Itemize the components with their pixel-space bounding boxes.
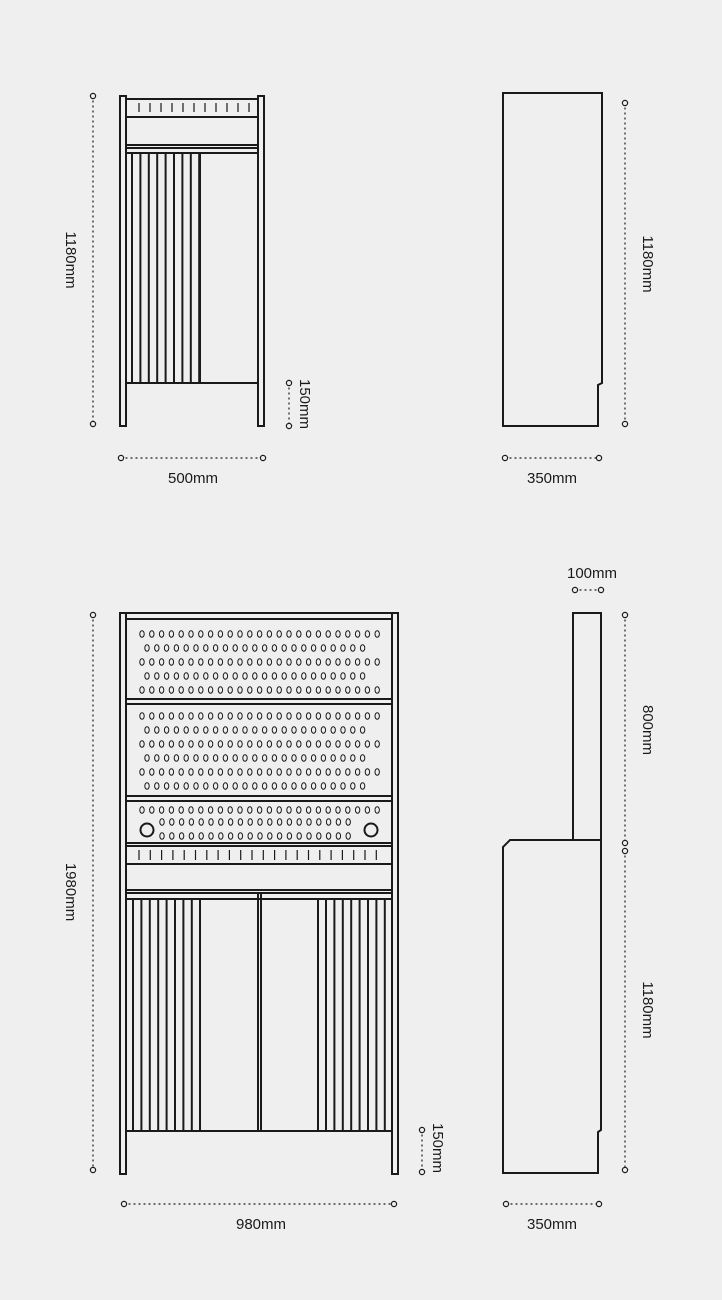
top-shelf-slats (139, 103, 249, 112)
left-side-post (120, 613, 126, 1174)
right-side-post (392, 613, 398, 1174)
large-width-label: 980mm (235, 1216, 287, 1233)
small-cabinet-front-view (120, 96, 264, 426)
large-depth-label: 350mm (526, 1216, 578, 1233)
fluted-door (132, 153, 199, 383)
pegboard-side (573, 613, 601, 840)
pegboard-depth-dimension (567, 565, 617, 593)
large-leg-label: 150mm (429, 1122, 446, 1174)
shelf-slats (139, 850, 376, 860)
large-leg-dimension (419, 1123, 446, 1175)
small-side-height-dimension (622, 100, 656, 426)
right-side-post (258, 96, 264, 426)
small-leg-dimension (286, 379, 313, 429)
right-knob (365, 824, 378, 837)
small-side-height-label: 1180mm (639, 235, 656, 293)
base-height-label: 1180mm (639, 981, 656, 1039)
small-height-dimension (62, 93, 96, 426)
pegboard-height-label: 800mm (639, 704, 656, 756)
left-side-post (120, 96, 126, 426)
large-cabinet-front-view (120, 613, 398, 1174)
left-knob (141, 824, 154, 837)
small-height-label: 1180mm (62, 231, 79, 289)
small-leg-label: 150mm (296, 378, 313, 430)
large-height-label: 1980mm (62, 862, 79, 922)
large-width-dimension (121, 1201, 396, 1233)
large-cabinet-side-view (503, 613, 601, 1173)
slatted-shelf (126, 846, 392, 864)
large-height-dimension (62, 612, 96, 1172)
base-height-dimension (622, 848, 656, 1172)
small-width-dimension (118, 455, 265, 487)
large-depth-dimension (503, 1201, 601, 1233)
small-width-label: 500mm (167, 470, 219, 487)
pegboard-height-dimension (622, 612, 656, 845)
small-depth-dimension (502, 455, 601, 487)
pegboard-holes (140, 631, 380, 840)
small-cabinet-side-view (503, 93, 602, 426)
pegboard-depth-label: 100mm (566, 565, 618, 582)
small-depth-label: 350mm (526, 470, 578, 487)
